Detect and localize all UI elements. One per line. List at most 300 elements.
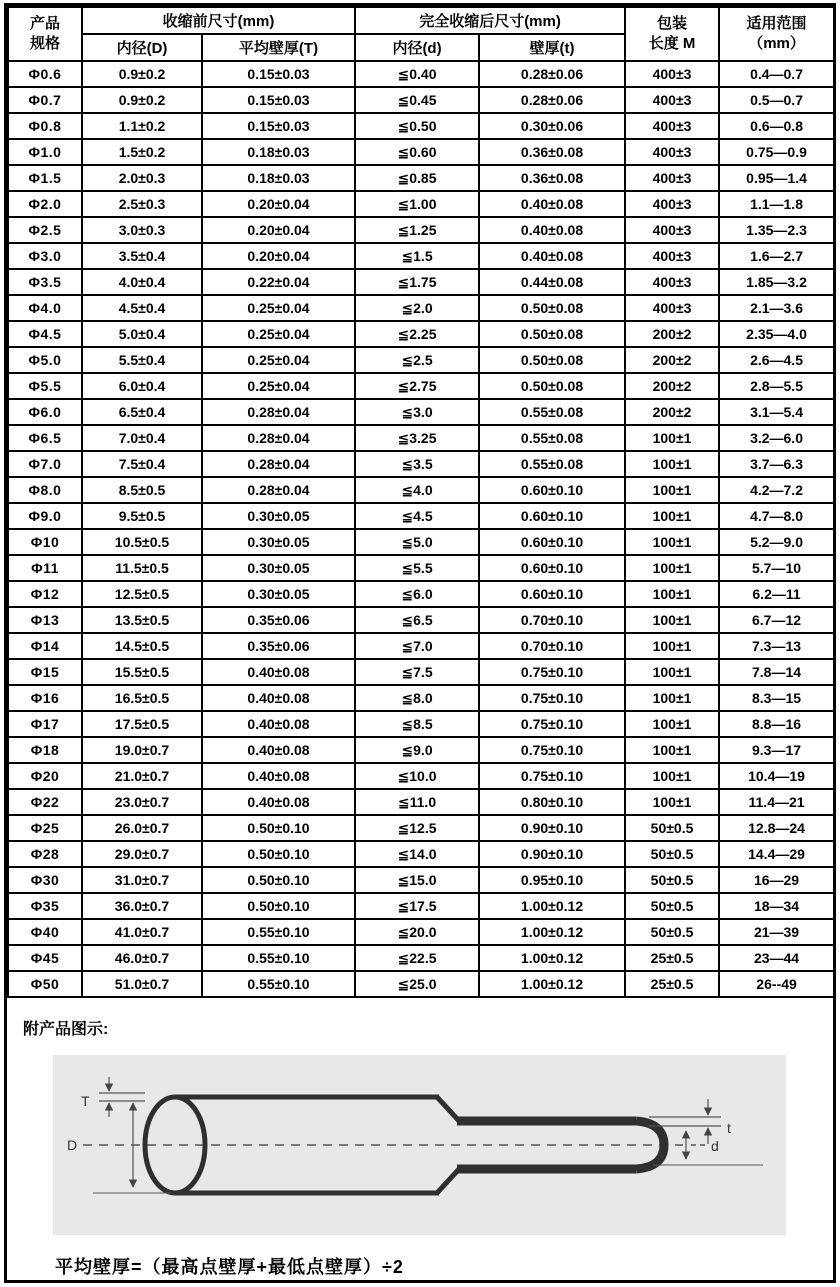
cell-spec: Φ16 <box>8 685 82 711</box>
cell-package-length: 100±1 <box>625 555 719 581</box>
cell-avg-wall-before: 0.28±0.04 <box>202 425 355 451</box>
table-row <box>8 399 834 425</box>
cell-inner-d-before: 26.0±0.7 <box>82 815 202 841</box>
cell-package-length: 400±3 <box>625 191 719 217</box>
cell-wall-after: 1.00±0.12 <box>479 971 625 997</box>
cell-avg-wall-before: 0.20±0.04 <box>202 217 355 243</box>
cell-wall-after: 0.60±0.10 <box>479 581 625 607</box>
cell-spec: Φ45 <box>8 945 82 971</box>
cell-package-length: 50±0.5 <box>625 867 719 893</box>
cell-avg-wall-before: 0.20±0.04 <box>202 243 355 269</box>
cell-inner-d-before: 36.0±0.7 <box>82 893 202 919</box>
cell-inner-d-after: ≦4.0 <box>355 477 479 503</box>
cell-package-length: 400±3 <box>625 243 719 269</box>
cell-wall-after: 0.75±0.10 <box>479 659 625 685</box>
cell-avg-wall-before: 0.50±0.10 <box>202 841 355 867</box>
cell-avg-wall-before: 0.50±0.10 <box>202 815 355 841</box>
cell-apply-range: 3.2—6.0 <box>719 425 834 451</box>
table-row <box>8 347 834 373</box>
cell-inner-d-after: ≦0.45 <box>355 87 479 113</box>
table-row <box>8 321 834 347</box>
cell-apply-range: 14.4—29 <box>719 841 834 867</box>
cell-avg-wall-before: 0.35±0.06 <box>202 633 355 659</box>
cell-apply-range: 6.2—11 <box>719 581 834 607</box>
cell-inner-d-after: ≦2.25 <box>355 321 479 347</box>
cell-wall-after: 0.55±0.08 <box>479 399 625 425</box>
cell-apply-range: 0.75—0.9 <box>719 139 834 165</box>
cell-apply-range: 2.1—3.6 <box>719 295 834 321</box>
cell-spec: Φ0.6 <box>8 61 82 87</box>
spec-table-header <box>8 7 834 61</box>
header-package-line2: 长度 M <box>648 35 696 52</box>
cell-wall-after: 0.36±0.08 <box>479 165 625 191</box>
cell-spec: Φ1.5 <box>8 165 82 191</box>
table-row <box>8 841 834 867</box>
cell-apply-range: 0.5—0.7 <box>719 87 834 113</box>
cell-apply-range: 3.1—5.4 <box>719 399 834 425</box>
cell-apply-range: 0.95—1.4 <box>719 165 834 191</box>
cell-package-length: 100±1 <box>625 451 719 477</box>
cell-inner-d-before: 9.5±0.5 <box>82 503 202 529</box>
table-row <box>8 555 834 581</box>
header-range-line1: 适用范围 <box>746 15 807 32</box>
cell-avg-wall-before: 0.55±0.10 <box>202 945 355 971</box>
cell-package-length: 400±3 <box>625 113 719 139</box>
cell-inner-d-after: ≦12.5 <box>355 815 479 841</box>
cell-inner-d-before: 2.0±0.3 <box>82 165 202 191</box>
cell-apply-range: 1.35—2.3 <box>719 217 834 243</box>
cell-inner-d-after: ≦1.5 <box>355 243 479 269</box>
cell-avg-wall-before: 0.30±0.05 <box>202 581 355 607</box>
header-product-line2: 规格 <box>29 35 60 52</box>
table-row <box>8 867 834 893</box>
cell-inner-d-before: 19.0±0.7 <box>82 737 202 763</box>
cell-package-length: 100±1 <box>625 685 719 711</box>
cell-apply-range: 4.2—7.2 <box>719 477 834 503</box>
cell-avg-wall-before: 0.30±0.05 <box>202 529 355 555</box>
cell-package-length: 25±0.5 <box>625 971 719 997</box>
cell-inner-d-before: 5.5±0.4 <box>82 347 202 373</box>
cell-spec: Φ35 <box>8 893 82 919</box>
cell-package-length: 50±0.5 <box>625 919 719 945</box>
cell-wall-after: 0.55±0.08 <box>479 451 625 477</box>
cell-inner-d-before: 1.5±0.2 <box>82 139 202 165</box>
cell-spec: Φ30 <box>8 867 82 893</box>
cell-package-length: 100±1 <box>625 529 719 555</box>
cell-inner-d-before: 15.5±0.5 <box>82 659 202 685</box>
cell-avg-wall-before: 0.30±0.05 <box>202 503 355 529</box>
cell-inner-d-before: 41.0±0.7 <box>82 919 202 945</box>
table-row <box>8 191 834 217</box>
table-row <box>8 815 834 841</box>
cell-wall-after: 0.95±0.10 <box>479 867 625 893</box>
cell-wall-after: 0.75±0.10 <box>479 685 625 711</box>
product-diagram <box>53 1055 786 1235</box>
table-row <box>8 269 834 295</box>
header-inner-diameter-after: 内径(d) <box>355 34 479 61</box>
table-row <box>8 971 834 997</box>
cell-avg-wall-before: 0.40±0.08 <box>202 763 355 789</box>
cell-package-length: 400±3 <box>625 269 719 295</box>
cell-apply-range: 2.35—4.0 <box>719 321 834 347</box>
cell-spec: Φ1.0 <box>8 139 82 165</box>
cell-package-length: 200±2 <box>625 399 719 425</box>
cell-spec: Φ8.0 <box>8 477 82 503</box>
diagram-label-d: d <box>711 1138 719 1154</box>
cell-inner-d-before: 2.5±0.3 <box>82 191 202 217</box>
cell-avg-wall-before: 0.25±0.04 <box>202 347 355 373</box>
cell-inner-d-before: 4.5±0.4 <box>82 295 202 321</box>
cell-inner-d-after: ≦4.5 <box>355 503 479 529</box>
cell-avg-wall-before: 0.28±0.04 <box>202 399 355 425</box>
cell-inner-d-after: ≦20.0 <box>355 919 479 945</box>
cell-inner-d-after: ≦1.25 <box>355 217 479 243</box>
cell-inner-d-before: 29.0±0.7 <box>82 841 202 867</box>
cell-spec: Φ28 <box>8 841 82 867</box>
cell-inner-d-before: 3.0±0.3 <box>82 217 202 243</box>
cell-package-length: 100±1 <box>625 737 719 763</box>
cell-avg-wall-before: 0.28±0.04 <box>202 451 355 477</box>
cell-inner-d-after: ≦0.60 <box>355 139 479 165</box>
cell-avg-wall-before: 0.40±0.08 <box>202 685 355 711</box>
cell-apply-range: 16—29 <box>719 867 834 893</box>
cell-spec: Φ12 <box>8 581 82 607</box>
cell-wall-after: 0.40±0.08 <box>479 217 625 243</box>
cell-inner-d-after: ≦2.0 <box>355 295 479 321</box>
table-row <box>8 503 834 529</box>
cell-apply-range: 23—44 <box>719 945 834 971</box>
cell-wall-after: 1.00±0.12 <box>479 945 625 971</box>
cell-inner-d-after: ≦8.5 <box>355 711 479 737</box>
cell-inner-d-after: ≦10.0 <box>355 763 479 789</box>
cell-apply-range: 7.8—14 <box>719 659 834 685</box>
cell-apply-range: 8.8—16 <box>719 711 834 737</box>
cell-spec: Φ11 <box>8 555 82 581</box>
cell-spec: Φ3.5 <box>8 269 82 295</box>
cell-apply-range: 8.3—15 <box>719 685 834 711</box>
cell-inner-d-before: 17.5±0.5 <box>82 711 202 737</box>
spec-table-body <box>8 61 834 997</box>
cell-wall-after: 0.75±0.10 <box>479 763 625 789</box>
cell-package-length: 100±1 <box>625 581 719 607</box>
table-row <box>8 165 834 191</box>
cell-package-length: 400±3 <box>625 87 719 113</box>
cell-avg-wall-before: 0.40±0.08 <box>202 789 355 815</box>
table-row <box>8 581 834 607</box>
header-avg-wall-before: 平均壁厚(T) <box>202 34 355 61</box>
cell-wall-after: 0.28±0.06 <box>479 87 625 113</box>
cell-inner-d-before: 21.0±0.7 <box>82 763 202 789</box>
cell-package-length: 25±0.5 <box>625 945 719 971</box>
table-row <box>8 529 834 555</box>
cell-wall-after: 0.30±0.06 <box>479 113 625 139</box>
cell-avg-wall-before: 0.25±0.04 <box>202 295 355 321</box>
cell-apply-range: 18—34 <box>719 893 834 919</box>
cell-inner-d-before: 11.5±0.5 <box>82 555 202 581</box>
header-package-length <box>625 7 719 61</box>
cell-spec: Φ4.5 <box>8 321 82 347</box>
cell-package-length: 100±1 <box>625 633 719 659</box>
cell-inner-d-before: 1.1±0.2 <box>82 113 202 139</box>
cell-apply-range: 1.1—1.8 <box>719 191 834 217</box>
cell-spec: Φ50 <box>8 971 82 997</box>
cell-apply-range: 10.4—19 <box>719 763 834 789</box>
cell-spec: Φ3.0 <box>8 243 82 269</box>
cell-apply-range: 5.7—10 <box>719 555 834 581</box>
header-product-line1: 产品 <box>29 15 60 32</box>
table-row <box>8 61 834 87</box>
cell-inner-d-after: ≦3.25 <box>355 425 479 451</box>
cell-avg-wall-before: 0.50±0.10 <box>202 867 355 893</box>
cell-spec: Φ7.0 <box>8 451 82 477</box>
cell-inner-d-before: 10.5±0.5 <box>82 529 202 555</box>
table-row <box>8 451 834 477</box>
header-group-before-shrink: 收缩前尺寸(mm) <box>82 7 355 34</box>
spec-sheet <box>4 3 836 1283</box>
cell-inner-d-before: 8.5±0.5 <box>82 477 202 503</box>
cell-spec: Φ2.0 <box>8 191 82 217</box>
cell-inner-d-before: 0.9±0.2 <box>82 87 202 113</box>
cell-wall-after: 0.60±0.10 <box>479 503 625 529</box>
cell-package-length: 200±2 <box>625 373 719 399</box>
table-row <box>8 763 834 789</box>
diagram-label-t: t <box>727 1120 731 1136</box>
cell-avg-wall-before: 0.15±0.03 <box>202 113 355 139</box>
cell-spec: Φ4.0 <box>8 295 82 321</box>
cell-avg-wall-before: 0.18±0.03 <box>202 139 355 165</box>
cell-package-length: 400±3 <box>625 217 719 243</box>
cell-apply-range: 4.7—8.0 <box>719 503 834 529</box>
cell-package-length: 400±3 <box>625 139 719 165</box>
table-row <box>8 711 834 737</box>
cell-spec: Φ17 <box>8 711 82 737</box>
cell-apply-range: 26--49 <box>719 971 834 997</box>
table-row <box>8 139 834 165</box>
cell-inner-d-after: ≦7.0 <box>355 633 479 659</box>
cell-package-length: 100±1 <box>625 503 719 529</box>
header-range-line2: （mm） <box>748 35 805 52</box>
table-row <box>8 87 834 113</box>
cell-package-length: 100±1 <box>625 763 719 789</box>
header-product-spec <box>8 7 82 61</box>
cell-wall-after: 0.70±0.10 <box>479 607 625 633</box>
cell-avg-wall-before: 0.22±0.04 <box>202 269 355 295</box>
cell-avg-wall-before: 0.28±0.04 <box>202 477 355 503</box>
diagram-label-D: D <box>67 1137 78 1153</box>
cell-inner-d-before: 16.5±0.5 <box>82 685 202 711</box>
cell-inner-d-after: ≦6.5 <box>355 607 479 633</box>
cell-wall-after: 0.44±0.08 <box>479 269 625 295</box>
cell-package-length: 100±1 <box>625 477 719 503</box>
cell-wall-after: 1.00±0.12 <box>479 919 625 945</box>
cell-avg-wall-before: 0.55±0.10 <box>202 971 355 997</box>
header-package-line1: 包装 <box>657 15 688 32</box>
cell-avg-wall-before: 0.40±0.08 <box>202 737 355 763</box>
cell-spec: Φ2.5 <box>8 217 82 243</box>
cell-package-length: 50±0.5 <box>625 893 719 919</box>
table-row <box>8 607 834 633</box>
header-inner-diameter-before: 内径(D) <box>82 34 202 61</box>
table-row <box>8 659 834 685</box>
dim-T-extension-lines <box>99 1093 145 1101</box>
cell-wall-after: 0.75±0.10 <box>479 711 625 737</box>
cell-spec: Φ40 <box>8 919 82 945</box>
cell-spec: Φ14 <box>8 633 82 659</box>
cell-wall-after: 0.60±0.10 <box>479 555 625 581</box>
cell-inner-d-after: ≦8.0 <box>355 685 479 711</box>
cell-inner-d-after: ≦0.40 <box>355 61 479 87</box>
cell-inner-d-before: 13.5±0.5 <box>82 607 202 633</box>
cell-spec: Φ25 <box>8 815 82 841</box>
tube-top-taper <box>437 1097 460 1122</box>
cell-apply-range: 11.4—21 <box>719 789 834 815</box>
cell-wall-after: 0.50±0.08 <box>479 295 625 321</box>
cell-inner-d-after: ≦6.0 <box>355 581 479 607</box>
cell-wall-after: 0.28±0.06 <box>479 61 625 87</box>
cell-spec: Φ10 <box>8 529 82 555</box>
cell-apply-range: 7.3—13 <box>719 633 834 659</box>
cell-wall-after: 0.50±0.08 <box>479 373 625 399</box>
cell-avg-wall-before: 0.15±0.03 <box>202 61 355 87</box>
table-row <box>8 633 834 659</box>
table-row <box>8 295 834 321</box>
cell-spec: Φ9.0 <box>8 503 82 529</box>
table-row <box>8 425 834 451</box>
cell-apply-range: 21—39 <box>719 919 834 945</box>
cell-avg-wall-before: 0.40±0.08 <box>202 659 355 685</box>
table-row <box>8 789 834 815</box>
cell-inner-d-after: ≦1.75 <box>355 269 479 295</box>
cell-apply-range: 1.85—3.2 <box>719 269 834 295</box>
cell-inner-d-before: 4.0±0.4 <box>82 269 202 295</box>
cell-inner-d-after: ≦14.0 <box>355 841 479 867</box>
tube-bottom-taper <box>437 1168 460 1193</box>
cell-avg-wall-before: 0.55±0.10 <box>202 919 355 945</box>
cell-package-length: 50±0.5 <box>625 841 719 867</box>
cell-apply-range: 2.6—4.5 <box>719 347 834 373</box>
cell-inner-d-after: ≦25.0 <box>355 971 479 997</box>
cell-inner-d-after: ≦0.50 <box>355 113 479 139</box>
cell-package-length: 50±0.5 <box>625 815 719 841</box>
cell-avg-wall-before: 0.20±0.04 <box>202 191 355 217</box>
cell-avg-wall-before: 0.18±0.03 <box>202 165 355 191</box>
header-apply-range <box>719 7 834 61</box>
cell-inner-d-after: ≦3.0 <box>355 399 479 425</box>
cell-wall-after: 0.55±0.08 <box>479 425 625 451</box>
cell-inner-d-after: ≦2.5 <box>355 347 479 373</box>
cell-inner-d-before: 7.0±0.4 <box>82 425 202 451</box>
cell-spec: Φ5.0 <box>8 347 82 373</box>
cell-inner-d-after: ≦0.85 <box>355 165 479 191</box>
cell-inner-d-before: 12.5±0.5 <box>82 581 202 607</box>
table-row <box>8 243 834 269</box>
cell-apply-range: 1.6—2.7 <box>719 243 834 269</box>
diagram-label-T: T <box>81 1093 90 1109</box>
cell-package-length: 100±1 <box>625 607 719 633</box>
cell-inner-d-before: 7.5±0.4 <box>82 451 202 477</box>
cell-wall-after: 0.40±0.08 <box>479 191 625 217</box>
table-row <box>8 477 834 503</box>
table-row <box>8 737 834 763</box>
cell-wall-after: 0.90±0.10 <box>479 841 625 867</box>
table-row <box>8 919 834 945</box>
cell-avg-wall-before: 0.25±0.04 <box>202 321 355 347</box>
diagram-caption: 附产品图示: <box>23 1021 109 1038</box>
cell-package-length: 400±3 <box>625 295 719 321</box>
cell-inner-d-before: 14.5±0.5 <box>82 633 202 659</box>
cell-spec: Φ22 <box>8 789 82 815</box>
cell-inner-d-before: 51.0±0.7 <box>82 971 202 997</box>
cell-apply-range: 9.3—17 <box>719 737 834 763</box>
cell-wall-after: 0.60±0.10 <box>479 477 625 503</box>
cell-avg-wall-before: 0.50±0.10 <box>202 893 355 919</box>
header-group-after-shrink: 完全收缩后尺寸(mm) <box>355 7 625 34</box>
cell-inner-d-before: 0.9±0.2 <box>82 61 202 87</box>
cell-inner-d-before: 5.0±0.4 <box>82 321 202 347</box>
heat-shrink-tube-diagram <box>53 1055 786 1235</box>
cell-inner-d-before: 3.5±0.4 <box>82 243 202 269</box>
cell-apply-range: 5.2—9.0 <box>719 529 834 555</box>
cell-package-length: 100±1 <box>625 789 719 815</box>
cell-apply-range: 2.8—5.5 <box>719 373 834 399</box>
bottom-section <box>7 998 833 1279</box>
cell-package-length: 400±3 <box>625 165 719 191</box>
cell-apply-range: 12.8—24 <box>719 815 834 841</box>
cell-apply-range: 0.4—0.7 <box>719 61 834 87</box>
table-row <box>8 945 834 971</box>
cell-package-length: 200±2 <box>625 321 719 347</box>
cell-inner-d-after: ≦15.0 <box>355 867 479 893</box>
table-row <box>8 893 834 919</box>
cell-inner-d-before: 6.5±0.4 <box>82 399 202 425</box>
cell-inner-d-before: 6.0±0.4 <box>82 373 202 399</box>
cell-wall-after: 0.90±0.10 <box>479 815 625 841</box>
cell-apply-range: 0.6—0.8 <box>719 113 834 139</box>
cell-avg-wall-before: 0.15±0.03 <box>202 87 355 113</box>
cell-inner-d-after: ≦3.5 <box>355 451 479 477</box>
cell-inner-d-after: ≦22.5 <box>355 945 479 971</box>
table-row <box>8 113 834 139</box>
cell-spec: Φ0.7 <box>8 87 82 113</box>
cell-wall-after: 0.75±0.10 <box>479 737 625 763</box>
cell-spec: Φ0.8 <box>8 113 82 139</box>
cell-apply-range: 6.7—12 <box>719 607 834 633</box>
table-row <box>8 373 834 399</box>
cell-wall-after: 0.40±0.08 <box>479 243 625 269</box>
cell-avg-wall-before: 0.35±0.06 <box>202 607 355 633</box>
cell-inner-d-before: 31.0±0.7 <box>82 867 202 893</box>
cell-avg-wall-before: 0.30±0.05 <box>202 555 355 581</box>
cell-inner-d-before: 23.0±0.7 <box>82 789 202 815</box>
spec-table <box>7 6 835 998</box>
cell-package-length: 100±1 <box>625 425 719 451</box>
cell-inner-d-after: ≦17.5 <box>355 893 479 919</box>
avg-wall-thickness-formula: 平均壁厚=（最高点壁厚+最低点壁厚）÷2 <box>55 1257 404 1277</box>
cell-package-length: 200±2 <box>625 347 719 373</box>
cell-apply-range: 3.7—6.3 <box>719 451 834 477</box>
cell-wall-after: 0.60±0.10 <box>479 529 625 555</box>
table-row <box>8 217 834 243</box>
cell-inner-d-after: ≦2.75 <box>355 373 479 399</box>
cell-package-length: 400±3 <box>625 61 719 87</box>
cell-inner-d-before: 46.0±0.7 <box>82 945 202 971</box>
cell-spec: Φ6.5 <box>8 425 82 451</box>
cell-spec: Φ13 <box>8 607 82 633</box>
cell-package-length: 100±1 <box>625 659 719 685</box>
cell-avg-wall-before: 0.25±0.04 <box>202 373 355 399</box>
cell-wall-after: 0.50±0.08 <box>479 321 625 347</box>
cell-spec: Φ6.0 <box>8 399 82 425</box>
